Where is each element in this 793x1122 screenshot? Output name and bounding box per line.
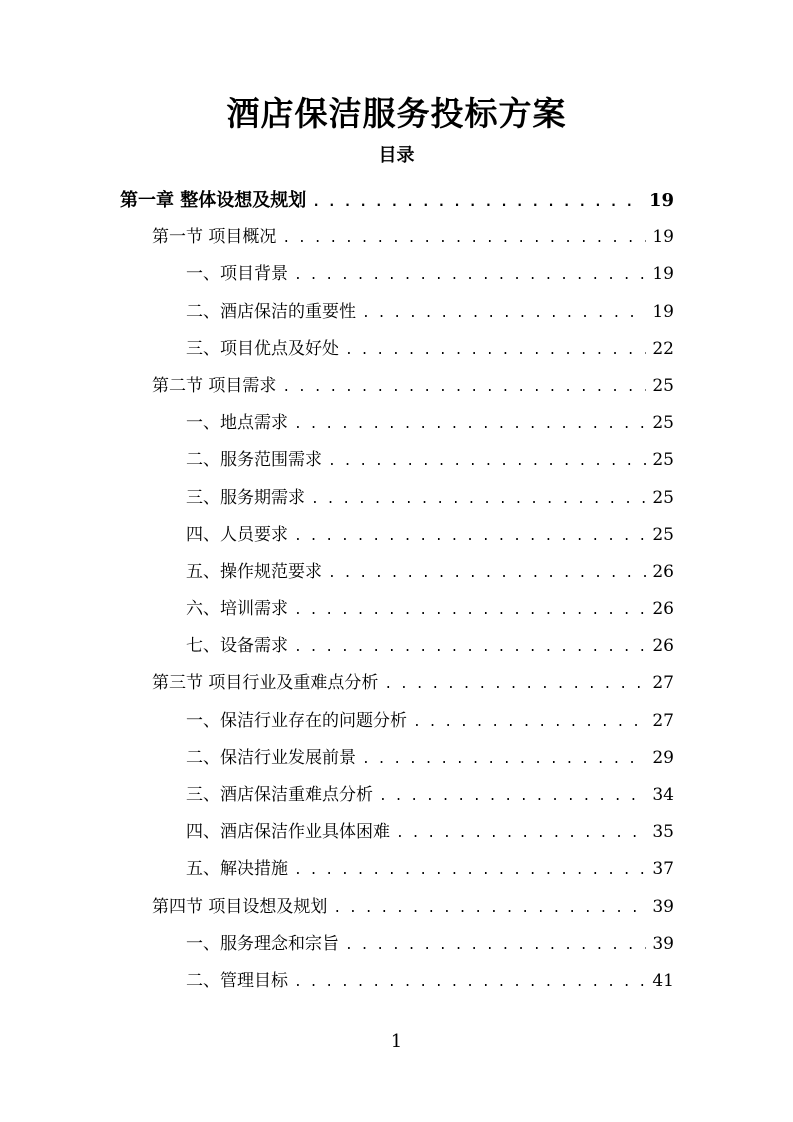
toc-entry[interactable] bbox=[120, 851, 674, 888]
toc-entry-page: 25 bbox=[652, 450, 674, 471]
toc-leader-dots bbox=[312, 184, 643, 221]
toc-entry[interactable] bbox=[120, 442, 674, 479]
toc-leader-dots bbox=[282, 369, 646, 406]
toc-entry-page: 29 bbox=[652, 747, 674, 768]
toc-entry-title: 第四节 项目设想及规划 bbox=[152, 896, 328, 917]
toc-entry-title: 三、服务期需求 bbox=[186, 487, 305, 508]
toc-entry[interactable] bbox=[120, 368, 674, 405]
toc-entry-title: 第三节 项目行业及重难点分析 bbox=[152, 673, 379, 694]
toc-entry[interactable] bbox=[120, 665, 674, 702]
toc-heading: 目录 bbox=[378, 145, 415, 166]
toc-entry-page: 25 bbox=[652, 487, 674, 508]
toc-leader-dots bbox=[294, 406, 646, 443]
toc-entry[interactable] bbox=[120, 294, 674, 331]
toc-entry-page: 25 bbox=[652, 413, 674, 434]
toc-entry-page: 26 bbox=[652, 561, 674, 582]
toc-entry-page: 19 bbox=[652, 264, 674, 285]
toc-entry-title: 第一章 整体设想及规划 bbox=[120, 190, 307, 211]
toc-entry[interactable] bbox=[120, 703, 674, 740]
toc-entry[interactable] bbox=[120, 926, 674, 963]
toc-leader-dots bbox=[328, 443, 646, 480]
toc-leader-dots bbox=[333, 890, 646, 927]
toc-leader-dots bbox=[294, 629, 646, 666]
toc-entry-page: 19 bbox=[652, 301, 674, 322]
toc-entry[interactable] bbox=[120, 517, 674, 554]
toc-entry-page: 37 bbox=[652, 859, 674, 880]
toc-entry-page: 27 bbox=[652, 673, 674, 694]
toc-entry-title: 四、人员要求 bbox=[186, 524, 288, 545]
toc-entry-title: 二、服务范围需求 bbox=[186, 450, 322, 471]
toc-entry[interactable] bbox=[120, 331, 674, 368]
toc-entry-page: 25 bbox=[652, 375, 674, 396]
toc-entry-title: 五、操作规范要求 bbox=[186, 561, 322, 582]
toc-leader-dots bbox=[294, 518, 646, 555]
toc-entry-page: 25 bbox=[652, 524, 674, 545]
toc-entry-page: 39 bbox=[652, 933, 674, 954]
toc-entry-page: 19 bbox=[652, 227, 674, 248]
toc-entry[interactable] bbox=[120, 554, 674, 591]
toc-leader-dots bbox=[328, 555, 646, 592]
toc-entry-page: 26 bbox=[652, 599, 674, 620]
toc-entry-title: 第二节 项目需求 bbox=[152, 375, 277, 396]
toc-leader-dots bbox=[384, 666, 646, 703]
toc-entry[interactable] bbox=[120, 963, 674, 1000]
toc-entry[interactable] bbox=[120, 405, 674, 442]
toc-leader-dots bbox=[282, 220, 646, 257]
toc-entry-title: 二、管理目标 bbox=[186, 970, 288, 991]
toc-leader-dots bbox=[345, 927, 646, 964]
toc-entry-page: 39 bbox=[652, 896, 674, 917]
toc-entry[interactable] bbox=[120, 256, 674, 293]
toc-leader-dots bbox=[413, 704, 646, 741]
toc-entry-title: 四、酒店保洁作业具体困难 bbox=[186, 822, 390, 843]
toc-entry-page: 22 bbox=[652, 338, 674, 359]
toc-leader-dots bbox=[311, 481, 646, 518]
toc-leader-dots bbox=[294, 592, 646, 629]
toc-leader-dots bbox=[345, 332, 646, 369]
toc-entry-page: 27 bbox=[652, 710, 674, 731]
document-title: 酒店保洁服务投标方案 bbox=[226, 94, 567, 133]
toc-entry-title: 三、项目优点及好处 bbox=[186, 338, 339, 359]
toc-leader-dots bbox=[396, 815, 646, 852]
toc-entry-title: 三、酒店保洁重难点分析 bbox=[186, 785, 373, 805]
toc-entry[interactable] bbox=[120, 814, 674, 851]
toc-entry-page: 41 bbox=[652, 970, 674, 991]
toc-leader-dots bbox=[362, 295, 646, 332]
page-number: 1 bbox=[390, 1031, 403, 1052]
toc-entry-title: 二、酒店保洁的重要性 bbox=[186, 301, 356, 322]
toc-leader-dots bbox=[294, 852, 646, 889]
toc-entry[interactable] bbox=[120, 777, 674, 814]
toc-entry[interactable] bbox=[120, 628, 674, 665]
toc-leader-dots bbox=[362, 741, 646, 778]
toc-entry[interactable] bbox=[120, 219, 674, 256]
toc-entry-title: 一、保洁行业存在的问题分析 bbox=[186, 710, 407, 731]
toc-entry-title: 一、服务理念和宗旨 bbox=[186, 933, 339, 954]
toc-entry-title: 七、设备需求 bbox=[186, 636, 288, 657]
toc-entry-title: 第一节 项目概况 bbox=[152, 227, 277, 248]
toc-leader-dots bbox=[379, 778, 646, 815]
toc-entry-title: 二、保洁行业发展前景 bbox=[186, 747, 356, 768]
toc-entry-title: 六、培训需求 bbox=[186, 599, 288, 620]
toc-entry-page: 35 bbox=[652, 822, 674, 843]
toc-entry-title: 五、解决措施 bbox=[186, 859, 288, 880]
table-of-contents bbox=[120, 182, 674, 1000]
toc-entry-page: 34 bbox=[652, 785, 674, 805]
toc-entry[interactable] bbox=[120, 591, 674, 628]
toc-entry[interactable] bbox=[120, 740, 674, 777]
toc-entry[interactable] bbox=[120, 889, 674, 926]
toc-entry-page: 26 bbox=[652, 636, 674, 657]
toc-leader-dots bbox=[294, 257, 646, 294]
toc-leader-dots bbox=[294, 964, 646, 1001]
toc-entry-page: 19 bbox=[648, 190, 674, 211]
toc-entry[interactable] bbox=[120, 480, 674, 517]
toc-entry[interactable] bbox=[120, 182, 674, 219]
toc-entry-title: 一、地点需求 bbox=[186, 413, 288, 434]
toc-entry-title: 一、项目背景 bbox=[186, 264, 288, 285]
